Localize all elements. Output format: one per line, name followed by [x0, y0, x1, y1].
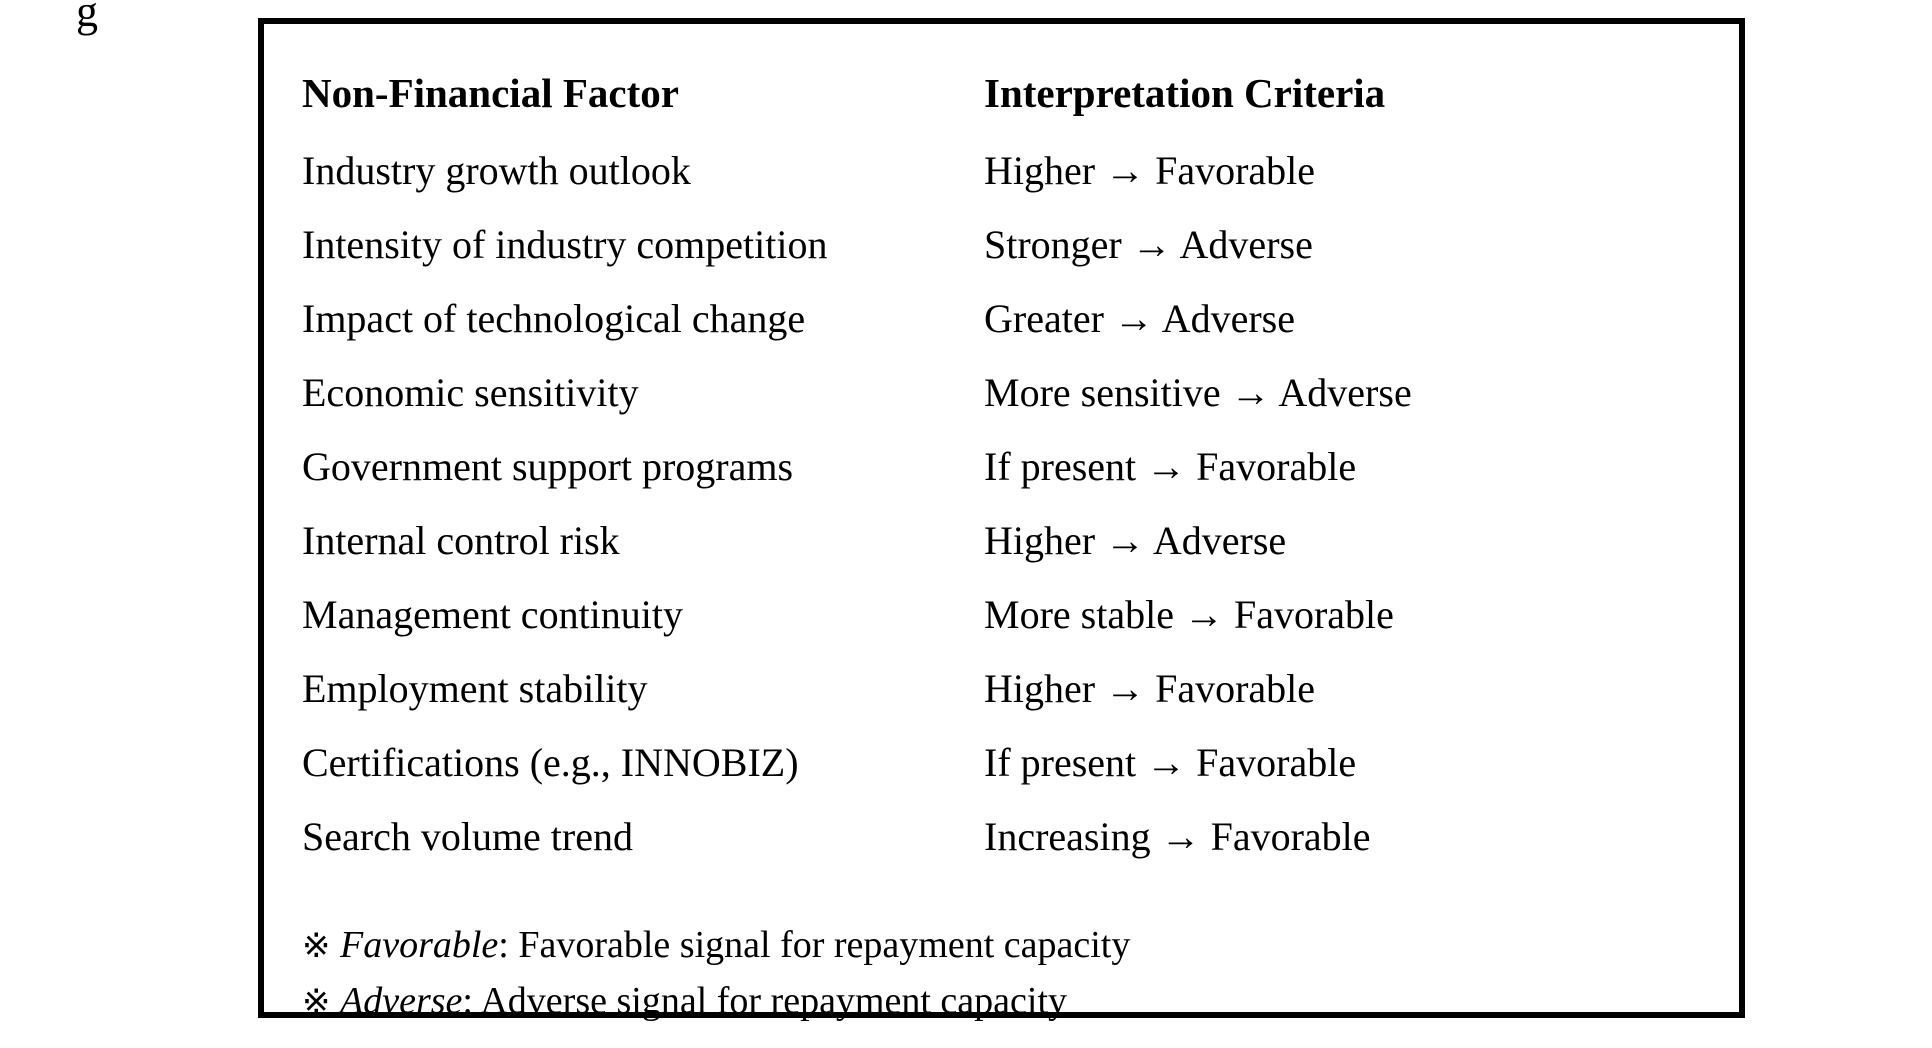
- cell-factor: Management continuity: [302, 592, 684, 637]
- cell-criteria: More sensitive → Adverse: [984, 370, 1412, 415]
- table-row: [264, 652, 1739, 726]
- cell-criteria: Increasing → Favorable: [984, 814, 1371, 859]
- note-term: Adverse: [340, 980, 463, 1022]
- cell-criteria: Higher → Favorable: [984, 666, 1316, 711]
- table-row: [264, 134, 1739, 208]
- cell-criteria: Greater → Adverse: [984, 296, 1295, 341]
- cell-factor: Industry growth outlook: [302, 148, 691, 193]
- cell-factor: Impact of technological change: [302, 296, 806, 341]
- cell-factor: Search volume trend: [302, 814, 633, 859]
- note-line: [302, 974, 1739, 1030]
- cell-factor: Government support programs: [302, 444, 794, 489]
- non-financial-factor-table: [258, 18, 1745, 1022]
- cell-criteria: Higher → Adverse: [984, 518, 1287, 563]
- note-text: : Adverse signal for repayment capacity: [462, 980, 1067, 1022]
- table-notes: [264, 918, 1739, 1030]
- table-row: [264, 430, 1739, 504]
- table-row: [264, 726, 1739, 800]
- cell-criteria: Stronger → Adverse: [984, 222, 1313, 267]
- cell-criteria: Higher → Favorable: [984, 148, 1316, 193]
- table-row: [264, 800, 1739, 874]
- cell-factor: Certifications (e.g., INNOBIZ): [302, 740, 799, 785]
- cell-factor: Intensity of industry competition: [302, 222, 828, 267]
- header-criteria: Interpretation Criteria: [984, 70, 1386, 116]
- cell-factor: Economic sensitivity: [302, 370, 639, 415]
- note-term: Favorable: [340, 924, 499, 966]
- table-row: [264, 282, 1739, 356]
- note-line: [302, 918, 1739, 974]
- table-body: [264, 24, 1739, 1030]
- table-row: [264, 208, 1739, 282]
- cell-factor: Employment stability: [302, 666, 648, 711]
- cell-criteria: More stable → Favorable: [984, 592, 1394, 637]
- header-factor: Non-Financial Factor: [302, 70, 679, 116]
- table-header-row: [264, 52, 1739, 134]
- cell-criteria: If present → Favorable: [984, 740, 1357, 785]
- caption-fragment: g: [76, 0, 98, 36]
- table-row: [264, 356, 1739, 430]
- reference-mark-icon: ※: [302, 926, 331, 966]
- table-row: [264, 578, 1739, 652]
- reference-mark-icon: ※: [302, 982, 331, 1022]
- cell-criteria: If present → Favorable: [984, 444, 1357, 489]
- note-text: : Favorable signal for repayment capacity: [498, 924, 1131, 966]
- table-row: [264, 504, 1739, 578]
- cell-factor: Internal control risk: [302, 518, 620, 563]
